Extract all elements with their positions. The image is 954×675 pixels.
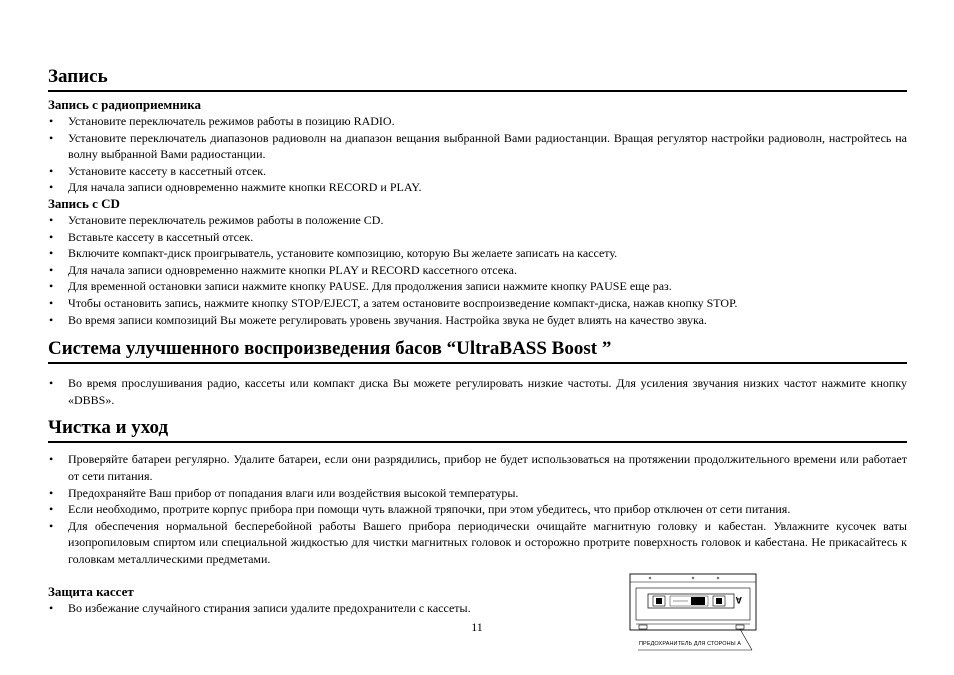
cassette-protection-list [48, 600, 907, 617]
cassette-illustration [628, 572, 758, 662]
list-item: • Проверяйте батареи регулярно. Удалите батареи, если они разрядились, прибор не будет использоваться на протяжении продолжительного времени или работает от сети питания. [48, 451, 907, 484]
list-item: • Включите компакт-диск проигрыватель, установите композицию, которую Вы желаете записать на кассету. [48, 245, 907, 262]
section-title-care: Чистка и уход [48, 417, 907, 443]
care-list [48, 451, 907, 567]
page-number: 11 [471, 620, 483, 634]
list-item: • Во избежание случайного стирания записи удалите предохранители с кассеты. [48, 600, 628, 617]
side-letter: A [735, 595, 742, 605]
subtitle-radio-recording: Запись с радиоприемника [48, 97, 201, 112]
page-content [48, 66, 907, 617]
section-title-bass: Система улучшенного воспроизведения басов “UltraBASS Boost ” [48, 338, 907, 364]
subtitle-cassette-protection: Защита кассет [48, 584, 134, 600]
section-title-recording: Запись [48, 66, 907, 92]
list-item: • Для начала записи одновременно нажмите кнопки PLAY и RECORD кассетного отсека. [48, 262, 907, 279]
list-item: • Чтобы остановить запись, нажмите кнопку STOP/EJECT, а затем остановите воспроизведение компакт-диска, нажав кнопку STOP. [48, 295, 907, 312]
list-item: • Установите переключатель режимов работы в положение CD. [48, 212, 907, 229]
cassette-tab-label: ПРЕДОХРАНИТЕЛЬ ДЛЯ СТОРОНЫ А [639, 641, 742, 647]
list-item: • Во время прослушивания радио, кассеты или компакт диска Вы можете регулировать низкие частоты. Для усиления звучания низких частот нажмите кнопку «DBBS». [48, 375, 907, 408]
list-item: • Для временной остановки записи нажмите кнопку PAUSE. Для продолжения записи нажмите кнопку PAUSE еще раз. [48, 278, 907, 295]
list-item: • Во время записи композиций Вы можете регулировать уровень звучания. Настройка звука не будет влиять на качество звука. [48, 312, 907, 329]
list-item: • Если необходимо, протрите корпус прибора при помощи чуть влажной тряпочки, при этом убедитесь, что прибор отключен от сети питания. [48, 501, 907, 518]
list-item: • Установите переключатель режимов работы в позицию RADIO. [48, 113, 907, 130]
list-item: • Установите кассету в кассетный отсек. [48, 163, 907, 180]
radio-recording-list [48, 113, 907, 196]
list-item: • Для начала записи одновременно нажмите кнопки RECORD и PLAY. [48, 179, 907, 196]
list-item: • Вставьте кассету в кассетный отсек. [48, 229, 907, 246]
list-item: • Предохраняйте Ваш прибор от попадания влаги или воздействия высокой температуры. [48, 485, 907, 502]
cd-recording-list [48, 212, 907, 328]
bass-list [48, 375, 907, 408]
list-item: • Установите переключатель диапазонов радиоволн на диапазон вещания выбранной Вами радиостанции. Вращая регулятор настройки радиоволн, настройтесь на волну выбранной Вами радиостанции. [48, 130, 907, 163]
list-item: • Для обеспечения нормальной бесперебойной работы Вашего прибора периодически очищайте магнитную головку и кабестан. Увлажните кусочек ваты изопропиловым спиртом или специальной жидкостью для чистки магнитных головок и осторожно протрите поверхность головок и кабестана. Не прикасайтесь к головкам металлическими предметами. [48, 518, 907, 568]
subtitle-cd-recording: Запись с CD [48, 195, 120, 211]
